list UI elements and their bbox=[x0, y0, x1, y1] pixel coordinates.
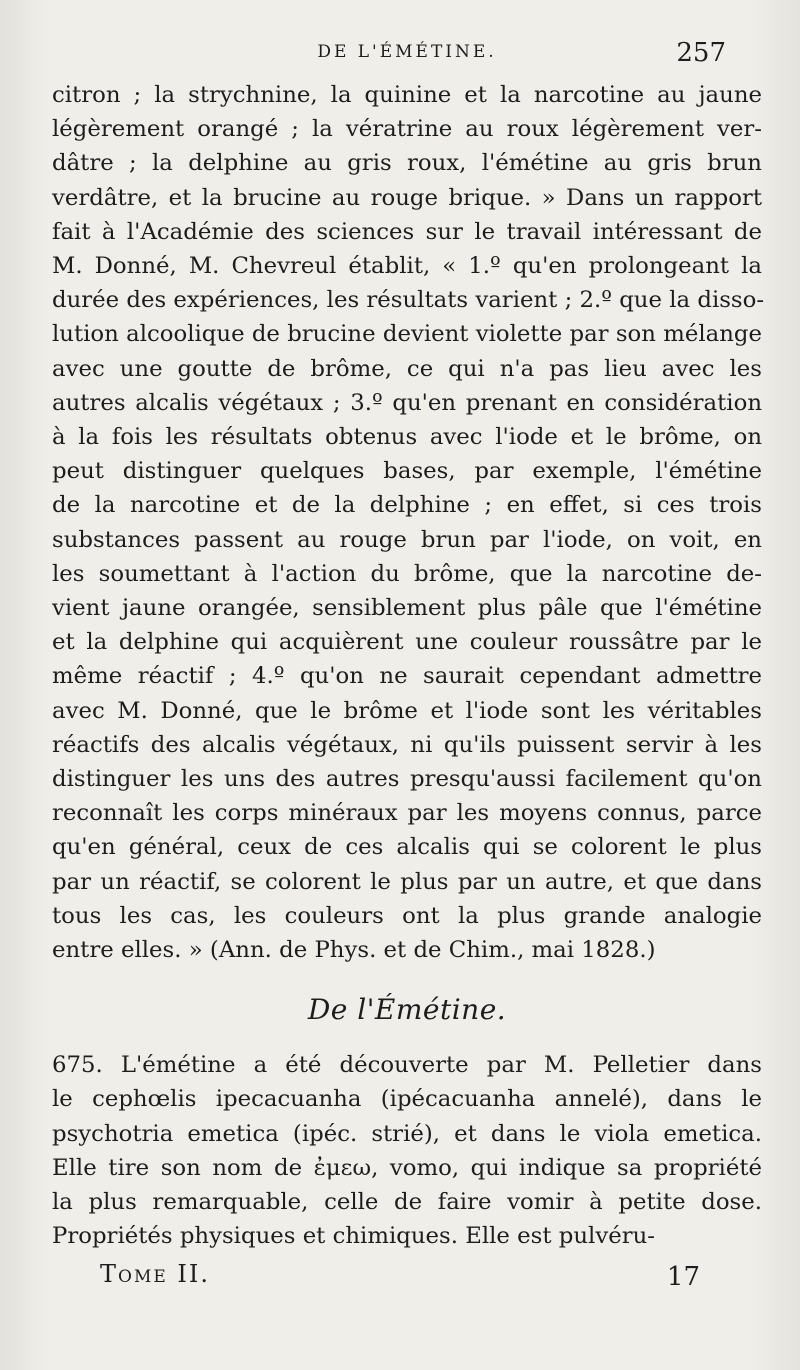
text-line: avec M. Donné, que le brôme et l'iode sont les véritables bbox=[52, 697, 762, 724]
text-line: et la delphine qui acquièrent une couleur roussâtre par le bbox=[52, 629, 762, 656]
text-line: fait à l'Académie des sciences sur le travail intéressant de bbox=[52, 218, 762, 245]
text-line: qu'en général, ceux de ces alcalis qui se colorent le plus bbox=[52, 834, 762, 861]
text-line: légèrement orangé ; la vératrine au roux légèrement ver- bbox=[52, 116, 762, 143]
text-line: 675. L'émétine a été découverte par M. Pelletier dans bbox=[52, 1052, 762, 1079]
text-line: la plus remarquable, celle de faire vomir à petite dose. bbox=[52, 1189, 762, 1216]
text-line: reconnaît les corps minéraux par les moyens connus, parce bbox=[52, 800, 762, 827]
text-line: verdâtre, et la brucine au rouge brique. » Dans un rapport bbox=[52, 184, 762, 211]
text-line: autres alcalis végétaux ; 3.º qu'en prenant en considération bbox=[52, 389, 762, 416]
sheet-number: 17 bbox=[666, 1261, 700, 1292]
text-line: entre elles. » (Ann. de Phys. et de Chim., mai 1828.) bbox=[52, 937, 656, 964]
text-line: distinguer les uns des autres presqu'aussi facilement qu'on bbox=[52, 766, 762, 793]
signature-mark: Tome II. bbox=[100, 1259, 210, 1288]
text-line: vient jaune orangée, sensiblement plus pâle que l'émétine bbox=[52, 595, 762, 622]
text-line: avec une goutte de brôme, ce qui n'a pas lieu avec les bbox=[52, 355, 762, 382]
text-line: le cephœlis ipecacuanha (ipécacuanha annelé), dans le bbox=[52, 1086, 762, 1113]
text-line: peut distinguer quelques bases, par exemple, l'émétine bbox=[52, 458, 762, 485]
text-line: par un réactif, se colorent le plus par un autre, et que dans bbox=[52, 868, 762, 895]
page-header bbox=[52, 38, 762, 78]
text-line: M. Donné, M. Chevreul établit, « 1.º qu'en prolongeant la bbox=[52, 253, 762, 280]
section-title: De l'Émétine. bbox=[307, 993, 507, 1027]
text-line: citron ; la strychnine, la quinine et la narcotine au jaune bbox=[52, 82, 762, 108]
text-line: Elle tire son nom de ἐμεω, vomo, qui indique sa propriété bbox=[52, 1154, 762, 1181]
text-line: tous les cas, les couleurs ont la plus grande analogie bbox=[52, 902, 762, 929]
running-title: DE L'ÉMÉTINE. bbox=[317, 42, 497, 62]
text-line: à la fois les résultats obtenus avec l'iode et le brôme, on bbox=[52, 424, 762, 451]
text-line: même réactif ; 4.º qu'on ne saurait cependant admettre bbox=[52, 663, 762, 690]
paragraph-emetine-discovery bbox=[52, 1048, 762, 1253]
text-line: substances passent au rouge brun par l'iode, on voit, en bbox=[52, 526, 762, 553]
paragraph-chevreul-report bbox=[52, 78, 765, 967]
text-line: les soumettant à l'action du brôme, que la narcotine de- bbox=[52, 560, 762, 587]
page-number: 257 bbox=[676, 38, 726, 68]
text-line: lution alcoolique de brucine devient violette par son mélange bbox=[52, 321, 762, 348]
text-line: Propriétés physiques et chimiques. Elle est pulvéru- bbox=[52, 1223, 655, 1250]
text-line: durée des expériences, les résultats varient ; 2.º que la disso- bbox=[52, 287, 765, 314]
text-line: réactifs des alcalis végétaux, ni qu'ils puissent servir à les bbox=[52, 731, 762, 758]
text-line: de la narcotine et de la delphine ; en effet, si ces trois bbox=[52, 492, 762, 519]
page-footer bbox=[52, 1260, 762, 1300]
text-line: psychotria emetica (ipéc. strié), et dans le viola emetica. bbox=[52, 1120, 762, 1147]
text-line: dâtre ; la delphine au gris roux, l'émétine au gris brun bbox=[52, 150, 762, 177]
